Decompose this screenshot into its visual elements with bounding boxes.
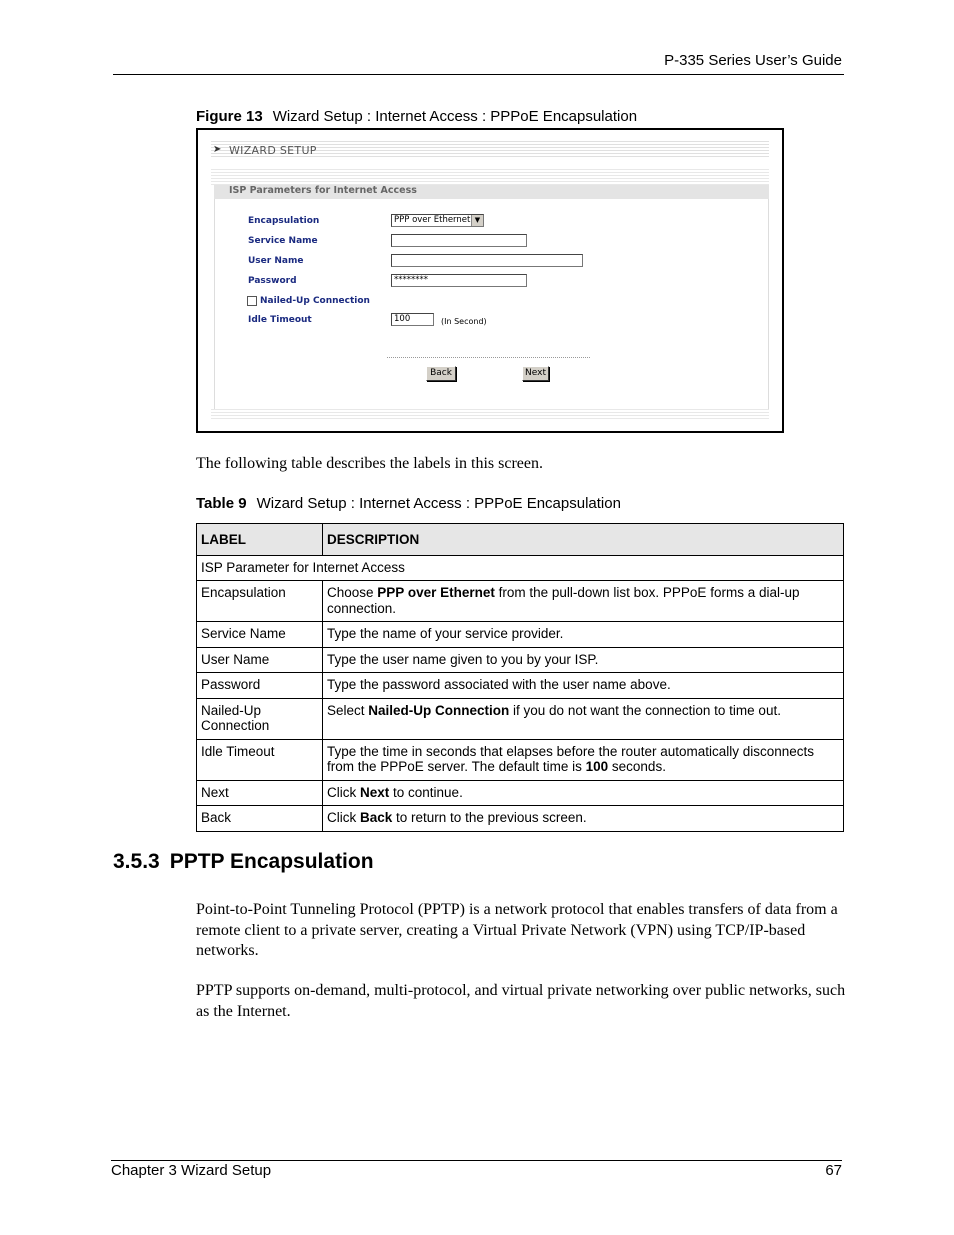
- table-label: Table 9: [196, 495, 247, 512]
- table-caption: [196, 495, 621, 512]
- password-input[interactable]: ********: [391, 274, 527, 287]
- row-label: Idle Timeout: [197, 739, 323, 780]
- row-description: Click Back to return to the previous screen.: [323, 806, 844, 832]
- table-row: [197, 806, 844, 832]
- row-description: Type the user name given to you by your ISP.: [323, 647, 844, 673]
- column-header-label: LABEL: [197, 524, 323, 556]
- encapsulation-selected-value: PPP over Ethernet: [394, 215, 471, 225]
- column-header-description: DESCRIPTION: [323, 524, 844, 556]
- section-header: ISP Parameters for Internet Access: [229, 185, 417, 196]
- figure-label: Figure 13: [196, 108, 263, 125]
- section-title: PPTP Encapsulation: [169, 850, 374, 873]
- dotted-divider: [387, 357, 590, 358]
- table-row: [197, 673, 844, 699]
- row-label: Service Name: [197, 622, 323, 648]
- footer-rule: [111, 1160, 842, 1161]
- figure-caption-text: Wizard Setup : Internet Access : PPPoE Encapsulation: [272, 108, 638, 125]
- group-row-label: ISP Parameter for Internet Access: [197, 555, 844, 581]
- row-label: Encapsulation: [197, 581, 323, 622]
- table-row: [197, 647, 844, 673]
- paragraph: Point-to-Point Tunneling Protocol (PPTP) is a network protocol that enables transfers of data from a remote client to a private server, creating a Virtual Private Network (VPN) using TCP/IP-based networks.: [196, 901, 838, 959]
- encapsulation-select[interactable]: [391, 214, 484, 227]
- table-header-row: [197, 524, 844, 556]
- panel-left-border: [214, 199, 215, 409]
- table-row: [197, 780, 844, 806]
- table-caption-text: Wizard Setup : Internet Access : PPPoE Encapsulation: [256, 495, 621, 512]
- chevron-down-icon[interactable]: ▼: [471, 215, 483, 226]
- section-heading: [113, 850, 374, 874]
- wizard-title: WIZARD SETUP: [229, 144, 317, 157]
- encapsulation-label: Encapsulation: [248, 216, 320, 226]
- table-row: [197, 622, 844, 648]
- password-label: Password: [248, 276, 297, 286]
- header-rule: [113, 74, 844, 75]
- panel-top-border: [211, 169, 769, 185]
- table-row: [197, 739, 844, 780]
- table-row: [197, 698, 844, 739]
- user-name-label: User Name: [248, 256, 304, 266]
- row-description: Type the time in seconds that elapses before the router automatically disconnects from the PPPoE server. The default time is 100 seconds.: [323, 739, 844, 780]
- table-group-row: [197, 555, 844, 581]
- paragraph: PPTP supports on-demand, multi-protocol, and virtual private networking over public networks, such as the Internet.: [196, 982, 846, 1020]
- nailed-up-label: Nailed-Up Connection: [260, 296, 370, 306]
- row-label: User Name: [197, 647, 323, 673]
- intro-text: The following table describes the labels in this screen.: [196, 455, 544, 472]
- arrow-right-icon: ➤: [213, 144, 222, 155]
- page-number: 67: [825, 1162, 842, 1179]
- row-description: Choose PPP over Ethernet from the pull-down list box. PPPoE forms a dial-up connection.: [323, 581, 844, 622]
- idle-timeout-label: Idle Timeout: [248, 315, 312, 325]
- next-button[interactable]: Next: [522, 366, 549, 381]
- row-label: Next: [197, 780, 323, 806]
- row-description: Type the password associated with the user name above.: [323, 673, 844, 699]
- panel-right-border: [768, 199, 769, 409]
- description-table: [196, 523, 844, 832]
- row-description: Click Next to continue.: [323, 780, 844, 806]
- table-row: [197, 581, 844, 622]
- idle-timeout-unit: (In Second): [441, 317, 487, 326]
- row-label: Nailed-Up Connection: [197, 698, 323, 739]
- panel-bottom-border: [211, 409, 769, 421]
- idle-timeout-input[interactable]: 100: [391, 313, 434, 326]
- running-header: P-335 Series User’s Guide: [664, 52, 842, 69]
- row-description: Select Nailed-Up Connection if you do not want the connection to time out.: [323, 698, 844, 739]
- back-button[interactable]: Back: [426, 366, 456, 381]
- user-name-input[interactable]: [391, 254, 583, 267]
- row-label: Password: [197, 673, 323, 699]
- service-name-input[interactable]: [391, 234, 527, 247]
- section-number: 3.5.3: [113, 850, 160, 873]
- row-label: Back: [197, 806, 323, 832]
- footer-chapter: Chapter 3 Wizard Setup: [111, 1162, 272, 1179]
- nailed-up-checkbox[interactable]: [247, 296, 257, 306]
- service-name-label: Service Name: [248, 236, 318, 246]
- figure-caption: [196, 108, 637, 125]
- row-description: Type the name of your service provider.: [323, 622, 844, 648]
